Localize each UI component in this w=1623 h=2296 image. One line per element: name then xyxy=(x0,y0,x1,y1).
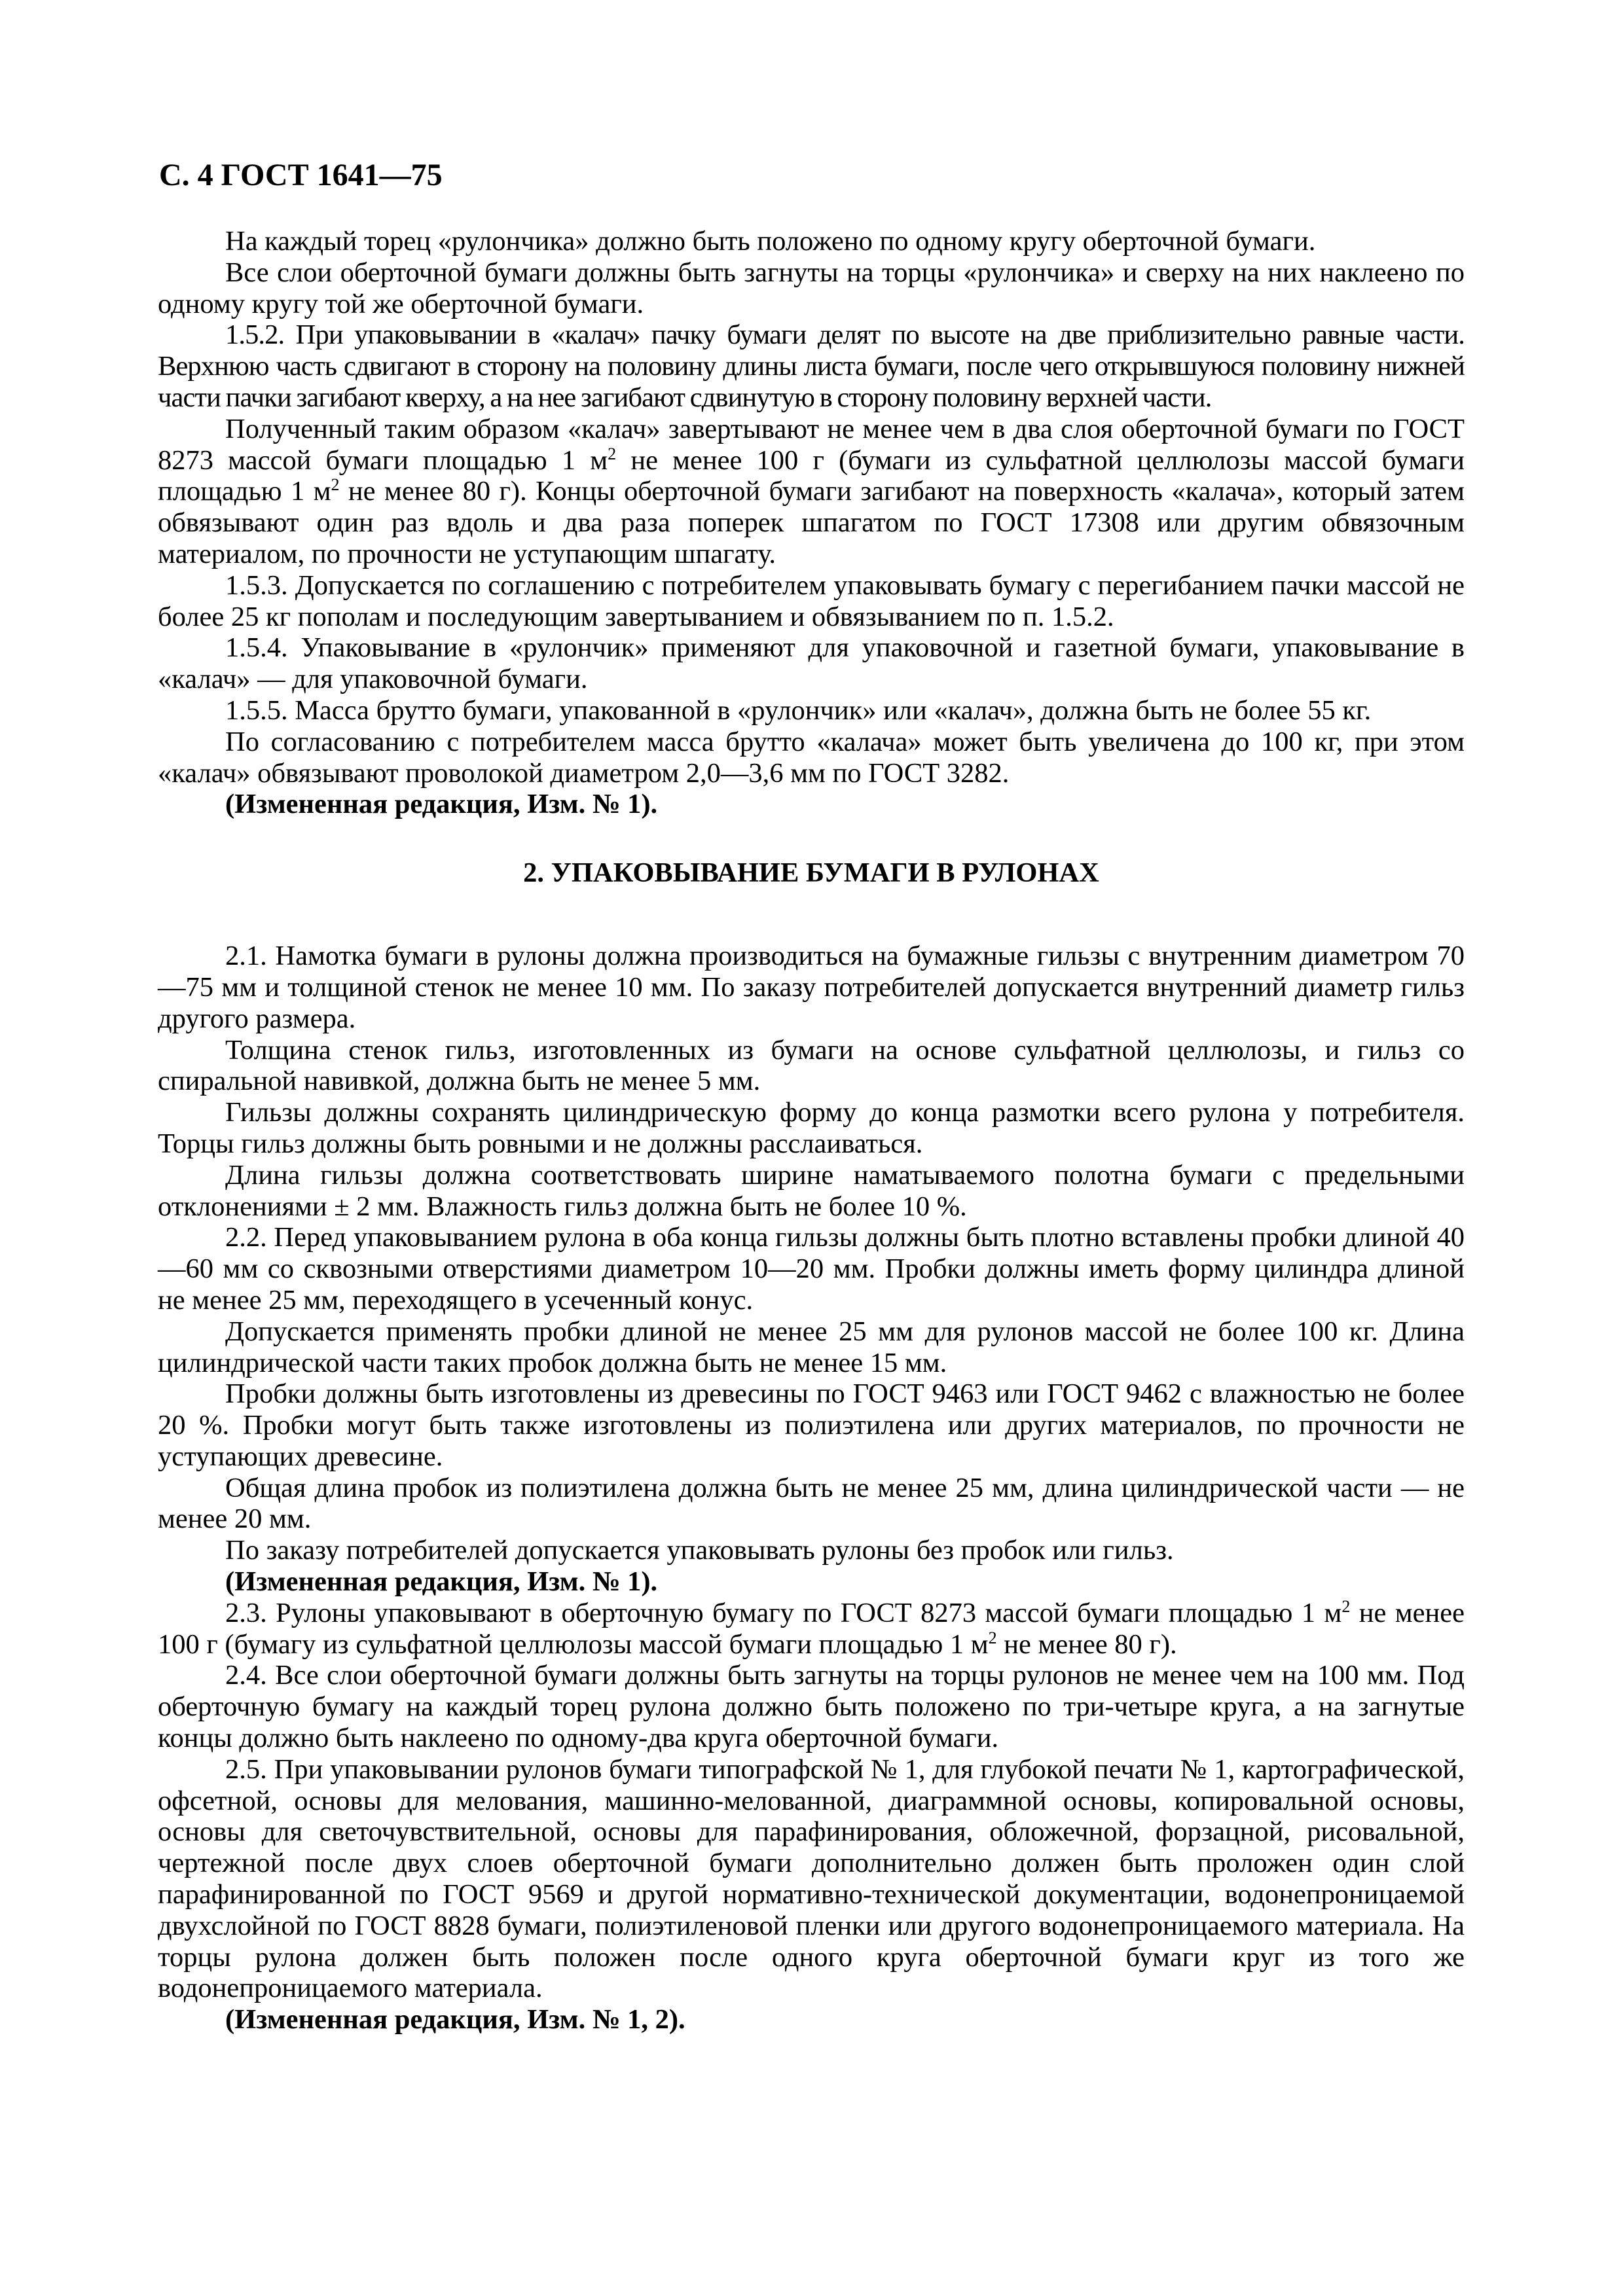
text-run: не менее 80 г). xyxy=(996,1628,1177,1660)
superscript: 2 xyxy=(331,475,340,495)
paragraph-1-5-3: 1.5.3. Допускается по соглашению с потребителем упаковывать бумагу с перегибанием пачки массой не более 25 кг пополам и последующим завертыванием и обвязыванием по п. 1.5.2. xyxy=(158,569,1465,632)
document-body xyxy=(158,226,1465,2036)
paragraph-2-3 xyxy=(158,1598,1465,1660)
page-header: С. 4 ГОСТ 1641—75 xyxy=(159,158,443,192)
text-run: не менее 100 г (бумаги из сульфатной целлюлозы массой бумаги площадью 1 м xyxy=(158,444,1465,507)
paragraph: Длина гильзы должна соответствовать ширине наматываемого полотна бумаги с предельными отклонениями ± 2 мм. Влажность гильз должна быть не более 10 %. xyxy=(158,1159,1465,1222)
amendment-note: (Измененная редакция, Изм. № 1). xyxy=(225,1566,658,1598)
paragraph: Гильзы должны сохранять цилиндрическую форму до конца размотки всего рулона у потребителя. Торцы гильз должны быть ровными и не должны расслаиваться. xyxy=(158,1097,1465,1159)
paragraph: По согласованию с потребителем масса брутто «калача» может быть увеличена до 100 кг, при этом «калач» обвязывают проволокой диаметром 2,0—3,6 мм по ГОСТ 3282. xyxy=(158,726,1465,789)
paragraph: На каждый торец «рулончика» должно быть положено по одному кругу оберточной бумаги. xyxy=(225,226,1316,257)
paragraph-2-4: 2.4. Все слои оберточной бумаги должны быть загнуты на торцы рулонов не менее чем на 100 мм. Под оберточную бумагу на каждый торец рулона должно быть положено по три-четыре круга, а на загнутые концы должно быть наклеено по одному-два круга оберточной бумаги. xyxy=(158,1660,1465,1754)
paragraph: Все слои оберточной бумаги должны быть загнуты на торцы «рулончика» и сверху на них наклеено по одному кругу той же оберточной бумаги. xyxy=(158,257,1465,319)
paragraph-2-5: 2.5. При упаковывании рулонов бумаги типографской № 1, для глубокой печати № 1, картографической, офсетной, основы для мелования, машинно-мелованной, диаграммной основы, копировальной основы, основы для светочувствительной, основы для парафинирования, обложечной, форзацной, рисовальной, чертежной после двух слоев оберточной бумаги дополнительно должен быть проложен один слой парафинированной по ГОСТ 9569 и другой нормативно-технической документации, водонепроницаемой двухслойной по ГОСТ 8828 бумаги, полиэтиленовой пленки или другого водонепроницаемого материала. На торцы рулона должен быть положен после одного круга оберточной бумаги круг из того же водонепроницаемого материала. xyxy=(158,1753,1465,2004)
paragraph-1-5-4: 1.5.4. Упаковывание в «рулончик» применяют для упаковочной и газетной бумаги, упаковывание в «калач» — для упаковочной бумаги. xyxy=(158,632,1465,695)
paragraph: Общая длина пробок из полиэтилена должна быть не менее 25 мм, длина цилиндрической части — не менее 20 мм. xyxy=(158,1472,1465,1535)
paragraph: Допускается применять пробки длиной не менее 25 мм для рулонов массой не более 100 кг. Длина цилиндрической части таких пробок должна быть не менее 15 мм. xyxy=(158,1316,1465,1378)
section-title: 2. УПАКОВЫВАНИЕ БУМАГИ В РУЛОНАХ xyxy=(523,857,1099,889)
amendment-note: (Измененная редакция, Изм. № 1). xyxy=(225,789,658,820)
superscript: 2 xyxy=(1341,1596,1351,1616)
text-run: не менее 100 г (бумагу из сульфатной целлюлозы массой бумаги площадью 1 м xyxy=(158,1597,1465,1660)
paragraph-1-5-2: 1.5.2. При упаковывании в «калач» пачку бумаги делят по высоте на две приблизительно равные части. Верхнюю часть сдвигают в сторону на половину длины листа бумаги, после чего открывшуюся половину нижней части пачки загибают кверху, а на нее загибают сдвинутую в сторону половину верхней части. xyxy=(158,319,1465,413)
text-run: не менее 80 г). Концы оберточной бумаги загибают на поверхность «калача», который затем обвязывают один раз вдоль и два раза поперек шпагатом по ГОСТ 17308 или другим обвязочным материалом, по прочности не уступающим шпагату. xyxy=(158,476,1465,569)
paragraph-1-5-5: 1.5.5. Масса брутто бумаги, упакованной в «рулончик» или «калач», должна быть не более 55 кг. xyxy=(225,694,1372,726)
superscript: 2 xyxy=(608,444,617,463)
paragraph-kalach xyxy=(158,414,1465,570)
text-run: Полученный таким образом «калач» завертывают не менее чем в два слоя оберточной бумаги по ГОСТ 8273 массой бумаги площадью 1 м xyxy=(158,413,1465,476)
amendment-note: (Измененная редакция, Изм. № 1, 2). xyxy=(225,2004,685,2036)
paragraph: По заказу потребителей допускается упаковывать рулоны без пробок или гильз. xyxy=(225,1535,1174,1566)
text-run: 2.3. Рулоны упаковывают в оберточную бумагу по ГОСТ 8273 массой бумаги площадью 1 м xyxy=(225,1597,1342,1628)
paragraph-2-1: 2.1. Намотка бумаги в рулоны должна производиться на бумажные гильзы с внутренним диаметром 70—75 мм и толщиной стенок не менее 10 мм. По заказу потребителей допускается внутренний диаметр гильз другого размера. xyxy=(158,941,1465,1034)
paragraph-2-2: 2.2. Перед упаковыванием рулона в оба конца гильзы должны быть плотно вставлены пробки длиной 40—60 мм со сквозными отверстиями диаметром 10—20 мм. Пробки должны иметь форму цилиндра длиной не менее 25 мм, переходящего в усеченный конус. xyxy=(158,1222,1465,1316)
superscript: 2 xyxy=(988,1628,997,1647)
paragraph: Толщина стенок гильз, изготовленных из бумаги на основе сульфатной целлюлозы, и гильз со спиральной навивкой, должна быть не менее 5 мм. xyxy=(158,1034,1465,1097)
paragraph: Пробки должны быть изготовлены из древесины по ГОСТ 9463 или ГОСТ 9462 с влажностью не более 20 %. Пробки могут быть также изготовлены из полиэтилена или других материалов, по прочности не уступающих древесине. xyxy=(158,1378,1465,1472)
